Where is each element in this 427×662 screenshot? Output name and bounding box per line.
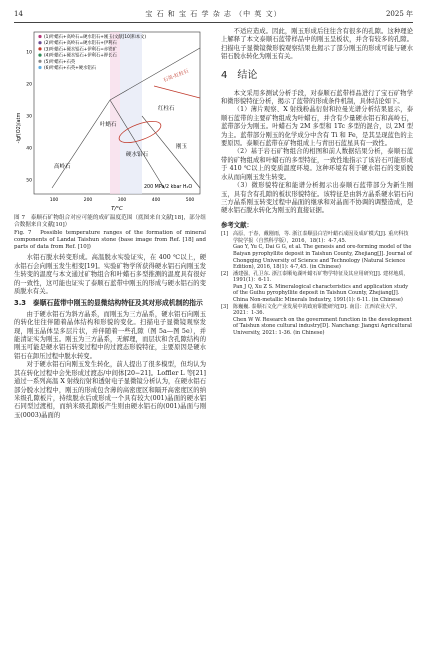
corundum-boundary (142, 116, 200, 188)
reference-item (221, 317, 413, 337)
x-tick-label: 200 (83, 198, 93, 203)
region-label-andalusite: 红柱石 (158, 106, 175, 112)
x-tick-label: 400 (151, 198, 161, 203)
reference-list (221, 231, 413, 337)
left-column (14, 28, 206, 420)
reference-text: 潘建强，孔卫东. 浙江泰顺龟湖叶蜡石矿物学特征及其应用研究[J]. 建材地质，1991(1)：6-11. (233, 270, 409, 284)
reference-text: Gao Y, Yu C, Dai G G, et al. The genesis and ore-forming model of the Baiyan pyrophyllite deposit in Taishun County, Zhejiang[J]. Journal of Chongqing University of Science and Technology (Natural Science Edition), 2016, 18(1): 4-7,45. (in Chinese) (233, 244, 412, 271)
right-column (221, 28, 413, 337)
page-number: 14 (14, 10, 23, 18)
region-label-corundum: 刚玉 (176, 144, 188, 150)
reference-number (221, 284, 233, 304)
region-label-pyrophyllite: 叶蜡石 (100, 122, 117, 128)
legend-marker (38, 35, 41, 38)
reference-text: Pan J Q, Xu Z S. Mineralogical characteristics and application study of the Guihu pyrophyllite deposit in Taishun County, Zhejiang[J]. China Non-metallic Minerals Industry, 1991(1): 6-11. (in Chinese) (233, 283, 409, 304)
reference-text: 陈巍巍. 泰顺石文化产业发展中的政府职能研究[D]. 南昌：江西农业大学，2021：1-36. (233, 303, 401, 317)
body-paragraph: 水铝石脱水转变形成。高温脱水实验证实，在 400 ℃以上，硬水铝石会向刚玉发生相变[19]。实验矿物学所获得硬水铝石向刚玉发生转变的温度与本文通过矿物组合和叶蜡石多型推测的温度具有很好的一致性，这可能也证实了泰顺石蓝带中刚玉的形成与硬水铝石的变质脱水有关。 (14, 254, 206, 296)
body-paragraph: 由于硬水铝石为斜方晶系，而刚玉为三方晶系，硬水铝石向刚玉的转化往往伴随着晶体结构和形貌的变化。扫描电子显微镜观察发现，刚玉晶体呈多层片状，并伴随着一些孔隙（图 5a—图 5e），并能清证实为刚玉。刚玉为三方晶系，无解理，而层状和含孔隙结构的刚玉可能是硬水铝石转变过程中的过渡态形貌特征，主要原因是硬水铝石在卸压过程中脱水转变。 (14, 310, 206, 360)
reference-number: [3] (221, 303, 229, 310)
reference-text: Chen W W. Research on the government function in the development of Taishun stone cultural industry[D]. Nanchang: Jiangxi Agricultural University, 2021: 1-36. (in Chinese) (233, 316, 412, 337)
body-paragraph: 不适应造成。因此，刚玉形成后往往含有很多的孔隙。这种理论上解释了本文泰顺石蓝带样品中的刚玉呈板状，并含有较多的孔隙。扫描电子显微镜微形貌观察结果也揭示了部分刚玉的形成可能与硬水铝石脱水转化为刚玉有关。 (221, 28, 413, 61)
y-tick-label: 20 (26, 82, 32, 88)
x-ticks (50, 197, 195, 203)
x-tick-label: 300 (117, 198, 127, 203)
journal-name: 宝 石 和 宝 石 学 杂 志 （中 英 文） (145, 10, 282, 18)
figure-caption-en: Fig. 7 Possible temperature ranges of the formation of mineral components of Landai Taishun stone (base image from Ref. [18] and parts of data from Ref. [10]) (14, 229, 206, 251)
reference-item (221, 271, 413, 284)
pressure-note: 200 MPa/2 kbar H₂O (144, 185, 193, 190)
reference-item (221, 231, 413, 244)
section-heading: 4 结论 (221, 69, 258, 81)
quartz-andalusite-line (154, 86, 200, 98)
line-label: 石英-红柱石 (162, 68, 190, 84)
issue-year: 2025 年 (385, 10, 413, 18)
legend-marker (38, 60, 41, 63)
y-tick-label: 50 (26, 178, 32, 184)
body-paragraph: 对于硬水铝石向刚玉发生转化，前人提出了很多模型，但均认为其在转化过程中会先形成过渡态/中间体[20−21]。Loffler L 等[21]通过一系列高温 X 射线衍射和透射电子显微镜分析认为，在硬水铝石部分脱水过程中，刚玉的形成包含薄的高密度区和隔开高密度区的纳米级孔隙板片，持续脱水后或形成一个具有较大(001)晶面的硬水铝石同型过渡相，而纳米级孔隙板产生则由硬水铝石的(001)晶面与刚玉(0003)晶面的 (14, 361, 206, 419)
figure-caption-cn: 图 7 泰顺石矿物组合对应可能的成矿温度范围（底图来自文献[18]，部分组合数据来自文献[10]） (14, 215, 206, 229)
band-2 (120, 32, 142, 194)
region-label-kaolinite: 高岭石 (54, 164, 71, 170)
y-ticks (26, 50, 32, 184)
reference-number (221, 317, 233, 337)
x-tick-label: 100 (49, 198, 59, 203)
body-paragraph: （2）基于岩石矿物组合的相图和前人数据结果分析，泰顺石蓝带的矿物组成和叶蜡石的多型特征，一致性地指示了该岩石可能形成于 410 ℃以上的变质温度环境。这种环境有利于硬水铝石的变质脱水从而向刚玉发生转变。 (221, 148, 413, 181)
region-label-diaspore: 硬水铝石 (126, 152, 149, 158)
legend-entry: (6)叶蜡石+石英+硬水铝石 (44, 66, 96, 71)
phase-diagram (14, 28, 206, 213)
reference-item (221, 304, 413, 317)
kaolinite-boundary (52, 100, 110, 188)
legend-entry: (1)叶蜡石+高岭石=硬水铝石+刚玉(文献[10]和本文) (44, 35, 147, 40)
y-axis-label: -lgf(O2)/atm (16, 112, 22, 144)
reference-number (221, 244, 233, 270)
reference-item (221, 284, 413, 304)
reference-number: [2] (221, 270, 229, 277)
legend-marker (38, 41, 41, 44)
y-tick-label: 40 (26, 146, 32, 152)
reference-number: [1] (221, 231, 229, 238)
figure-7 (14, 28, 206, 213)
legend-marker (38, 54, 41, 57)
body-paragraph: （1）薄片观察、X 射线粉晶衍射和拉曼光谱分析结果显示，泰顺石蓝带的主要矿物组成为叶蜡石，并含有少量硬水铝石和高岭石，蓝带部分为刚玉。叶蜡石为 2M 多型和 1Tc 多型的混合，以 2M 型为主。蓝带部分刚玉的化学成分中含有 Ti 和 Fe，是其呈现蓝色的主要原因。泰顺石蓝带在矿物组成上与青田石蓝星具有一致性。 (221, 106, 413, 148)
x-axis-label: T/°C (111, 206, 123, 212)
reference-item (221, 244, 413, 270)
x-tick-label: 500 (185, 198, 195, 203)
references-heading: 参考文献： (221, 220, 253, 229)
body-paragraph: （3）微形貌特征和能谱分析揭示出泰顺石蓝带部分为新生刚玉，具有含有孔隙的板状形貌特征。该特征是由斜方晶系硬水铝石向三方晶系刚玉转变过程中晶面的继承和对晶面不协调的调整造成，是硬水铝石脱水转化为刚玉的直接证据。 (221, 182, 413, 215)
y-tick-label: 30 (26, 114, 32, 120)
section-heading: 3.3 泰顺石蓝带中刚玉的显微结构特征及其对形成机制的指示 (14, 299, 203, 308)
legend-entry: (5)叶蜡石+石英 (44, 59, 76, 65)
legend-entry: (3)叶蜡石+硬水铝石+伊利石=赤铁矿 (44, 47, 117, 53)
body-paragraph: 本文采用多测试分析手段，对泰顺石蓝带样品进行了宝石矿物学和微形貌特征分析，揭示了蓝带的形成条件机制，具体结论如下。 (221, 89, 413, 106)
header-rule (14, 22, 413, 23)
legend-entry: (4)叶蜡石+硬水铝石+伊利石+钾长石 (44, 53, 117, 59)
reference-text: 高原，于春，戴刚雨，等. 浙江泰顺县白岩叶蜡石成因及成矿模式[J]. 重庆科技学院学报（自然科学版），2016，18(1)：4-7,45. (233, 231, 409, 244)
running-header (14, 8, 413, 20)
legend-marker (38, 66, 41, 69)
y-tick-label: 10 (26, 50, 32, 56)
legend-entry: (2)叶蜡石+高岭石=硬水铝石+伊利石 (44, 41, 117, 47)
legend-marker (38, 47, 41, 50)
